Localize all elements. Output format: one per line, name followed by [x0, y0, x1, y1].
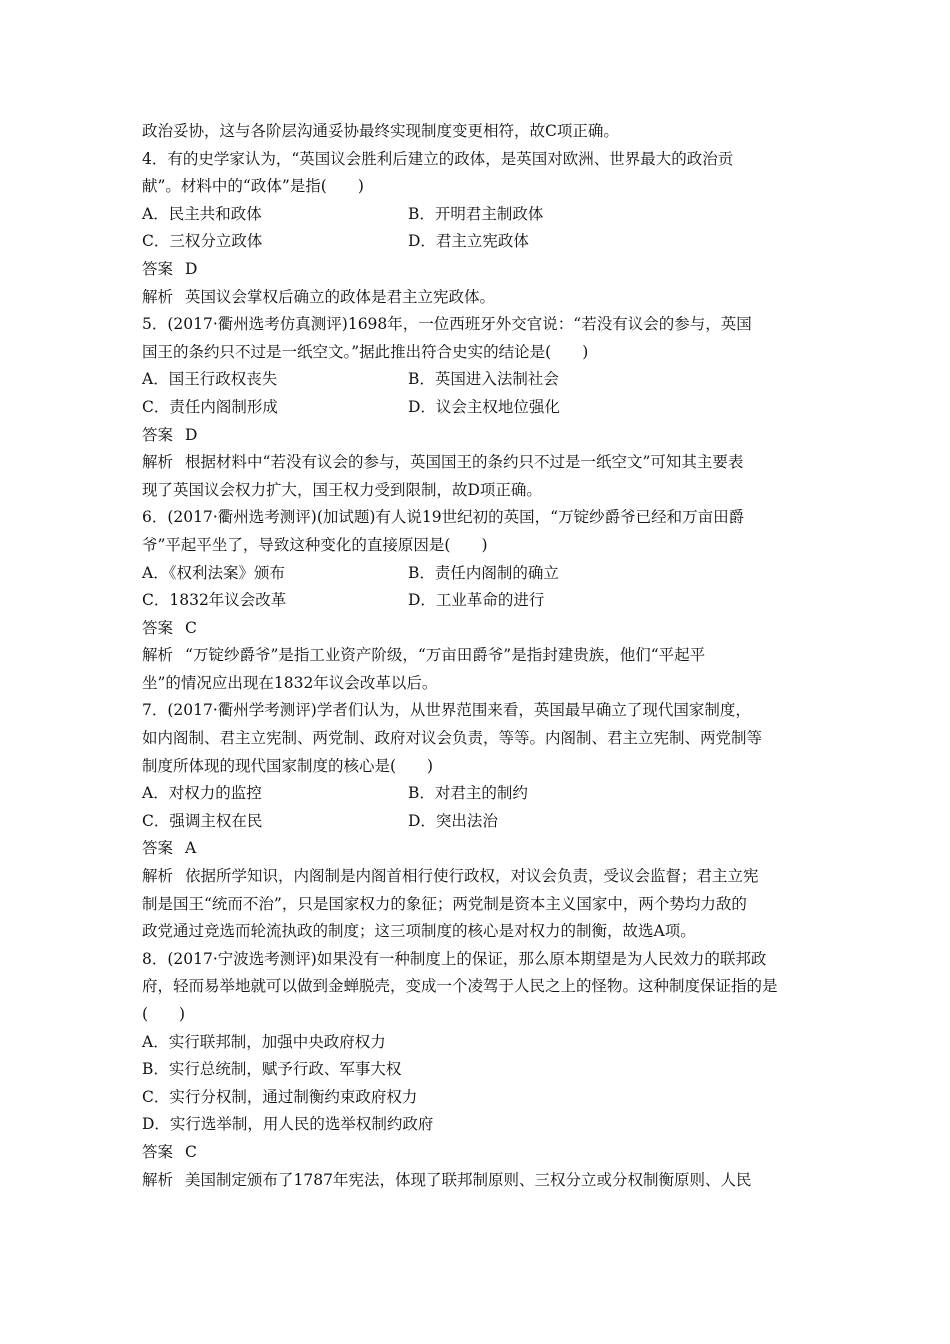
analysis-label: 解析: [142, 867, 174, 886]
question-7-answer: [142, 835, 814, 863]
analysis-text: 英国议会掌权后确立的政体是君主立宪政体。: [185, 287, 496, 306]
answer-label: 答案: [142, 1142, 174, 1161]
question-5-answer: [142, 422, 814, 450]
question-6-text-1: 6．(2017·衢州选考测评)(加试题)有人说19世纪初的英国，“万锭纱爵爷已经和万亩田爵: [142, 508, 745, 527]
question-5-text-1: 5．(2017·衢州选考仿真测评)1698年，一位西班牙外交官说：“若没有议会的参与，英国: [142, 315, 752, 334]
analysis-label: 解析: [142, 287, 174, 306]
question-5-option-a[interactable]: A．国王行政权丧失: [142, 370, 278, 389]
question-5-option-d[interactable]: D．议会主权地位强化: [408, 397, 560, 416]
question-5-options-row-1: [142, 366, 814, 394]
question-8-answer: [142, 1139, 814, 1167]
question-6-analysis-2: 坐”的情况应出现在1832年议会改革以后。: [142, 673, 438, 692]
analysis-text: 依据所学知识，内阁制是内阁首相行使行政权，对议会负责，受议会监督；君主立宪: [185, 867, 759, 886]
question-6-answer: [142, 615, 814, 643]
question-6-option-c[interactable]: C．1832年议会改革: [142, 591, 287, 610]
question-7-analysis-1: [142, 863, 814, 891]
question-8-analysis-1: [142, 1167, 814, 1195]
question-8-text-3: ( ): [142, 1005, 186, 1023]
question-5: [142, 311, 814, 504]
question-8-option-b[interactable]: B．实行总统制，赋予行政、军事大权: [142, 1060, 402, 1079]
question-4-text-2: 献”。材料中的“政体”是指( ): [142, 177, 364, 196]
question-7-text-3: 制度所体现的现代国家制度的核心是( ): [142, 756, 434, 775]
question-4-text-1: 4．有的史学家认为，“英国议会胜利后建立的政体，是英国对欧洲、世界最大的政治贡: [142, 149, 734, 168]
question-8-text-1: 8．(2017·宁波选考测评)如果没有一种制度上的保证，那么原本期望是为人民效力的联邦政: [142, 949, 767, 968]
question-7-option-c[interactable]: C．强调主权在民: [142, 811, 263, 830]
answer-label: 答案: [142, 425, 174, 444]
question-4: [142, 146, 814, 312]
question-8-option-a[interactable]: A．实行联邦制，加强中央政府权力: [142, 1032, 386, 1051]
answer-label: 答案: [142, 839, 174, 858]
question-4-options-row-1: [142, 201, 814, 229]
question-7-options-row-2: [142, 808, 814, 836]
question-5-analysis-1: [142, 449, 814, 477]
question-6-analysis-1: [142, 642, 814, 670]
question-5-options-row-2: [142, 394, 814, 422]
question-4-option-c[interactable]: C．三权分立政体: [142, 232, 263, 251]
question-8-option-d[interactable]: D．实行选举制，用人民的选举权制约政府: [142, 1115, 434, 1134]
intro-line: 政治妥协，这与各阶层沟通妥协最终实现制度变更相符，故C项正确。: [142, 122, 619, 140]
answer-label: 答案: [142, 259, 174, 278]
answer-value: C: [185, 1142, 197, 1161]
question-6-option-b[interactable]: B．责任内阁制的确立: [408, 563, 559, 582]
answer-value: D: [185, 259, 198, 278]
question-5-text-2: 国王的条约只不过是一纸空文。”据此推出符合史实的结论是( ): [142, 342, 589, 361]
question-8-option-c[interactable]: C．实行分权制，通过制衡约束政府权力: [142, 1087, 418, 1106]
answer-value: D: [185, 425, 198, 444]
question-4-option-a[interactable]: A．民主共和政体: [142, 204, 262, 223]
analysis-label: 解析: [142, 453, 174, 472]
question-5-analysis-2: 现了英国议会权力扩大，国王权力受到限制，故D项正确。: [142, 480, 542, 499]
analysis-text: “万锭纱爵爷”是指工业资产阶级，“万亩田爵爷”是指封建贵族，他们“平起平: [185, 646, 706, 665]
analysis-text: 美国制定颁布了1787年宪法，体现了联邦制原则、三权分立或分权制衡原则、人民: [185, 1170, 752, 1189]
question-4-option-b[interactable]: B．开明君主制政体: [408, 204, 544, 223]
question-7: [142, 697, 814, 945]
question-7-text-1: 7．(2017·衢州学考测评)学者们认为，从世界范围来看，英国最早确立了现代国家制度，: [142, 701, 751, 720]
question-6-options-row-1: [142, 560, 814, 588]
question-6-option-a[interactable]: A．《权利法案》颁布: [142, 563, 285, 582]
question-8: [142, 946, 814, 1194]
question-8-text-2: 府，轻而易举地就可以做到金蝉脱壳，变成一个凌驾于人民之上的怪物。这种制度保证指的是: [142, 977, 778, 996]
question-5-option-b[interactable]: B．英国进入法制社会: [408, 370, 559, 389]
analysis-label: 解析: [142, 646, 174, 665]
answer-value: A: [185, 839, 197, 858]
question-7-option-b[interactable]: B．对君主的制约: [408, 784, 528, 803]
question-7-analysis-2: 制是国王“统而不治”，只是国家权力的象征；两党制是资本主义国家中，两个势均力敌的: [142, 894, 747, 913]
question-6-options-row-2: [142, 587, 814, 615]
question-6-option-d[interactable]: D．工业革命的进行: [408, 591, 545, 610]
document-page: [142, 118, 814, 1194]
answer-label: 答案: [142, 618, 174, 637]
question-4-analysis: [142, 284, 814, 312]
question-7-option-d[interactable]: D．突出法治: [408, 811, 498, 830]
question-6: [142, 504, 814, 697]
question-7-options-row-1: [142, 780, 814, 808]
answer-value: C: [185, 618, 197, 637]
question-7-text-2: 如内阁制、君主立宪制、两党制、政府对议会负责，等等。内阁制、君主立宪制、两党制等: [142, 729, 763, 748]
question-4-answer: [142, 256, 814, 284]
question-7-analysis-3: 政党通过竞选而轮流执政的制度；这三项制度的核心是对权力的制衡，故选A项。: [142, 922, 696, 941]
analysis-text: 根据材料中“若没有议会的参与，英国国王的条约只不过是一纸空文”可知其主要表: [185, 453, 744, 472]
question-4-options-row-2: [142, 228, 814, 256]
question-5-option-c[interactable]: C．责任内阁制形成: [142, 397, 278, 416]
question-7-option-a[interactable]: A．对权力的监控: [142, 784, 262, 803]
analysis-label: 解析: [142, 1170, 174, 1189]
question-4-option-d[interactable]: D．君主立宪政体: [408, 232, 529, 251]
question-6-text-2: 爷”平起平坐了，导致这种变化的直接原因是( ): [142, 535, 488, 554]
